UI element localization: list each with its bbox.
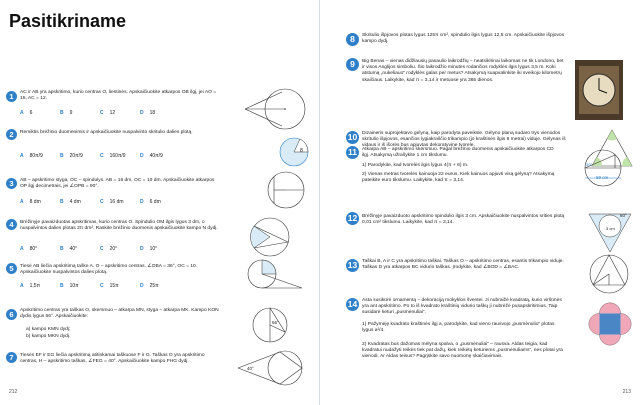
problem-11-text: Atkarpa AB – apskritimo skersmuo. Pagal brėžinio duomenis apskaičiuokite atkarpos CD ilgį. Atsakymą užrašykite 1 cm tikslumu. <box>362 147 554 159</box>
problem-14-text: Asta susikūrė ornamentą – dekoraciją mokyklos šventei. Ji nubraižė kvadratą, kurio viršūnės yra ant apskritimo. Po to iš kvadrato kraštinių vidurio taškų ji nubrėžė pusapskritimius. Taip susidarė keturi „pusmėnuliai“. <box>362 298 562 316</box>
problem-3-options: A 8 dm B 4 dm C 16 dm D 6 dm <box>20 199 161 205</box>
right-page <box>320 0 640 405</box>
problem-7-figure-label: 40° <box>247 366 254 371</box>
problem-10-item-2: 2) Vienas metras tvorelės kainuoja 22 eurus. Kiek kainuos apjuvti visą gėlyną? Atsakymą pateikite euro tikslumu. Laikykite, kad π = 3,14. <box>362 172 555 184</box>
problem-5-figure <box>240 258 305 294</box>
problem-10-item-1: 1) Parodykite, kad tvorelės ilgis lygus 4(π + 6) m. <box>362 163 469 168</box>
problem-number-14: 14 <box>347 299 358 309</box>
problem-number-13: 13 <box>347 260 358 270</box>
problem-11-figure-angle: 30° <box>586 162 593 167</box>
page-number-left: 212 <box>9 389 18 395</box>
problem-6-figure-label: 56° <box>272 320 279 325</box>
problem-number-9: 9 <box>346 58 359 71</box>
problem-1-options: A 6 B 9 C 12 D 18 <box>20 110 156 116</box>
problem-6-item-b: b) kampo MKN dydį. <box>26 334 71 339</box>
problem-6-figure <box>250 304 290 346</box>
problem-10-text: Dizaineris suprojektavo gėlyną, kaip parodyta paveiksle. Gėlyno planą sudaro trys vienodos skritulio išpjovos, esančios lygiakraščio trikampio (jo kraštinės ilgis 8 metrai) viduje. Gėlynas iš vidaus ir iš išorės bus apjuvtas dekoratyvine tvorele. <box>362 131 566 149</box>
problem-9-text: Big Benas – vienas didžiausių pasaulio laikrodžių – neatsiklrinai laikomas ne tik Londono, bet ir visos Anglijos simboliu. Šio laikrodžio minutes rodančios rodyklės ilgis lygus 3,5 m. Koki atstumą „nukeliauo“ rodyklės galas per metus? Atsakymą suapvalinkite iki sveikojo kilometrų skaičiaus. Laikykite, kad π = 3,14 ir metuose yra 365 dienos. <box>362 59 564 83</box>
problem-number-6: 6 <box>6 309 17 320</box>
problem-4-options: A 80° B 40° C 20° D 10° <box>20 246 158 252</box>
problem-number-1: 1 <box>6 91 17 102</box>
problem-8-text: Skritulio išpjovos plotas lygus 125π cm², spindulio ilgis lygus 12,5 cm. Apskaičiuokite išpjovos kampo dydį. <box>362 33 565 45</box>
problem-3-text: AB – apskritimo styga, OC – spindulys. AB = 16 dm, OC = 10 dm. Apskaičiuokite atkarpos OP ilgį decimetrais, jei ∠OPB = 90°. <box>20 178 215 190</box>
problem-12-figure-angle: 60° <box>620 213 627 218</box>
problem-12-text: Brėžinyje pavaizduoto apskritimo spindulio ilgis 3 cm. Apskaičiuokite nuspalvintos srities plotą 0,01 cm² tikslumu. Laikykite, kad π = 3,14. <box>362 214 565 226</box>
problem-6-text: Apskritimo centras yra taškas O, skersmuo – atkarpa MN, styga – atkarpa MK. Kampo KON dydis lygus 56°. Apskaičiuokite: <box>20 308 219 320</box>
problem-5-options: A 1,5π B 10π C 15π D 25π <box>20 283 159 289</box>
problem-number-10: 10 <box>347 132 358 142</box>
problem-2-figure-label: 8 <box>300 148 303 154</box>
problem-14-item-1: 1) Pažymėję kvadrato kraštinės ilgį a, parodykite, kad vieno rausvojo „pusmėnulio“ plotas lygus a²/4. <box>362 322 555 334</box>
problem-14-item-2: 2) Kvadratas bus dažomas mėlyna spalva, o „pusmėnuliai“ – rausva. Aldas teigia, kad kvadratui nudažyti reikės tiek pat dažų, kiek reikėtų keturiems „pusmėnuliams“, nes plotai yra vienodi. Ar Aldas teisus? Pagrįskite savo nuomonę skaičiavimais. <box>362 342 563 360</box>
problem-12-figure-radius: 3 cm <box>606 226 615 231</box>
problem-number-2: 2 <box>6 129 17 140</box>
problem-2-figure <box>270 135 318 170</box>
problem-number-12: 12 <box>347 213 358 223</box>
problem-11-figure-label: 59 cm <box>596 175 609 180</box>
page-title: Pasitikriname <box>9 11 127 31</box>
problem-number-11: 11 <box>348 147 357 157</box>
problem-number-7: 7 <box>6 352 17 363</box>
problem-number-5: 5 <box>6 263 17 274</box>
page-number-right: 213 <box>622 389 631 395</box>
problem-2-options: A 80π/9 B 20π/9 C 160π/9 D 40π/9 <box>20 153 163 159</box>
problem-11-figure <box>570 148 636 193</box>
problem-number-8: 8 <box>346 33 359 46</box>
problem-1-text: AC ir AB yra apskritimo, kurio centras O, liestinės. Apskaičiuokite atkarpos OB ilgį, jei AO = 15, AC = 12. <box>20 90 217 102</box>
problem-4-figure <box>240 214 300 260</box>
problem-6-item-a: a) kampo KMN dydį; <box>26 327 71 332</box>
problem-5-text: Tiesė AB liečia apskritimą taške A. O – apskritimo centras. ∠OBA = 36°, OC = 10. Apskaičiuokite nuspalvintos dalies plotą. <box>20 264 198 276</box>
problem-1-figure <box>240 84 310 134</box>
problem-13-text: Taškai B, A ir C yra apskritimo taškai. Taškas O – apskritimo centras, esantis trikampio viduje. Taškas D yra atkarpos BC vidurio taškas. Įrodykite, kad ∠BOD = ∠BAC. <box>362 259 564 271</box>
problem-number-3: 3 <box>6 178 17 189</box>
big-ben-clock-image <box>575 60 623 120</box>
problem-13-figure <box>585 252 633 297</box>
problem-2-text: Remiktis brėžinio duomenimis ir apskaičiuokite nuspalvinto skritulio dalies plotą. <box>20 130 193 135</box>
problem-12-figure <box>585 210 635 256</box>
problem-14-ornament <box>588 302 632 346</box>
problem-number-4: 4 <box>6 219 17 230</box>
problem-7-text: Tiesės EF ir EG liečia apskritimą atitinkamai taškuose F ir G. Taškas O yra apskritimo centras, H – apskritimo taškas, ∠FEG = 40°. Apskaičiuokite kampo FHG dydį. <box>20 353 205 365</box>
problem-4-text: Brėžinyje pavaizduotas apskritimas, kurio centras O. Spindulio OM ilgis lygus 3 dm, o nuspalvintos dalies plotas 2π dm². Raskite brėžinio duomenis apskaičiuokite kampo N dydį. <box>20 220 218 232</box>
problem-3-figure <box>262 168 310 213</box>
